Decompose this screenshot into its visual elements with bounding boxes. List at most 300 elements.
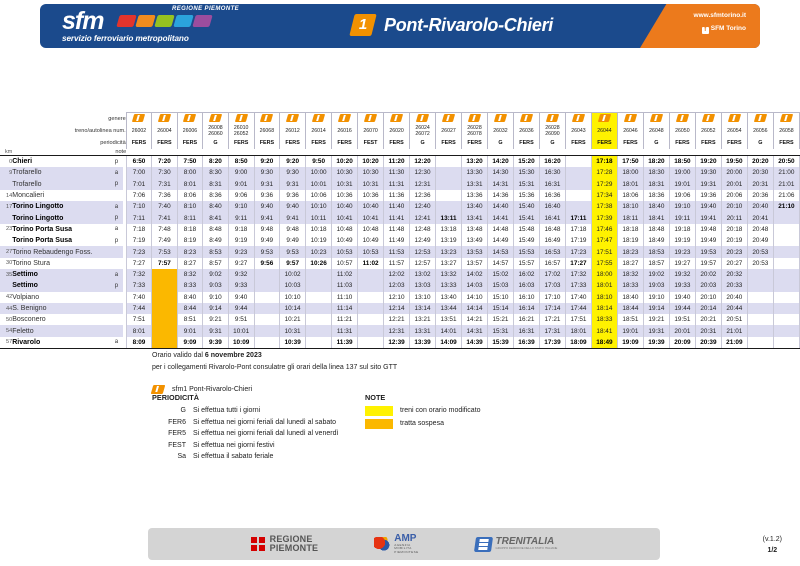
departure-time-cell: 18:41 (591, 325, 617, 336)
station-km: 44 (0, 303, 12, 314)
arrival-departure-marker: a (114, 226, 119, 233)
departure-time-cell: 16:40 (539, 201, 565, 212)
train-number: 26052 (233, 131, 249, 137)
departure-time-cell: 17:51 (565, 314, 591, 325)
departure-time-cell: 19:57 (695, 258, 721, 269)
label-note: note (110, 149, 126, 156)
train-number: 26028 (467, 125, 482, 131)
table-row (0, 258, 800, 269)
departure-time-cell: 17:27 (565, 258, 591, 269)
departure-time-cell (773, 280, 799, 291)
station-name: Torino Rebaudengo Foss. (12, 246, 110, 257)
train-number: 26060 (208, 131, 223, 137)
departure-time-cell: 10:10 (280, 292, 306, 303)
departure-time-cell: 19:51 (669, 314, 695, 325)
departure-time-cell: 13:11 (436, 212, 462, 223)
departure-time-cell: 17:14 (539, 303, 565, 314)
train-number: 26014 (311, 128, 326, 134)
departure-time-cell: 8:30 (203, 167, 228, 178)
sfm-line-icon (280, 113, 306, 126)
departure-time-cell (773, 224, 799, 235)
periodicita-legend-row (152, 417, 338, 429)
departure-time-cell: 20:10 (695, 292, 721, 303)
train-number-cell (643, 125, 669, 137)
train-number: 26006 (182, 128, 198, 134)
trenitalia-logo (475, 537, 558, 552)
departure-time-cell: 12:40 (410, 201, 436, 212)
train-number: 26004 (157, 128, 172, 134)
train-number-cell (591, 125, 617, 137)
arrival-departure-marker (110, 314, 123, 325)
departure-time-cell: 10:02 (280, 269, 306, 280)
departure-time-cell: 11:48 (384, 224, 410, 235)
periodicita-cell: G (488, 137, 514, 149)
station-name: Settimo (12, 280, 110, 291)
departure-time-cell (152, 280, 177, 291)
facebook-link[interactable] (702, 24, 746, 34)
sfm-line-icon (539, 113, 565, 126)
train-number-cell (203, 125, 228, 137)
train-number: 26016 (337, 128, 352, 134)
page-number: 1/2 (767, 547, 778, 554)
train-number-cell (462, 125, 488, 137)
departure-time-cell: 20:10 (721, 201, 747, 212)
departure-time-cell: 19:49 (695, 235, 721, 246)
train-number: 26032 (493, 128, 508, 134)
periodicita-description: Si effettua nei giorni feriali dal lunedì al sabato (193, 418, 337, 426)
departure-time-cell (773, 314, 799, 325)
departure-time-cell: 14:31 (488, 179, 514, 190)
departure-time-cell: 15:41 (513, 212, 539, 223)
departure-time-cell: 10:30 (358, 167, 384, 178)
departure-time-cell: 20:40 (721, 292, 747, 303)
departure-time-cell: 12:48 (410, 224, 436, 235)
departure-time-cell: 21:01 (773, 179, 799, 190)
departure-time-cell: 10:40 (358, 201, 384, 212)
departure-time-cell (358, 269, 384, 280)
departure-time-cell: 17:28 (591, 167, 617, 178)
departure-time-cell: 16:14 (513, 303, 539, 314)
departure-time-cell: 20:21 (695, 314, 721, 325)
periodicita-cell: G (203, 137, 228, 149)
amp-sub1: AGENZIA (394, 542, 411, 547)
departure-time-cell (254, 292, 279, 303)
departure-time-cell: 13:36 (462, 190, 488, 201)
departure-time-cell: 20:11 (721, 212, 747, 223)
departure-time-cell (254, 269, 279, 280)
sfm-line-icon (728, 114, 741, 122)
departure-time-cell: 13:44 (436, 303, 462, 314)
departure-time-cell (747, 303, 773, 314)
departure-time-cell: 20:39 (695, 337, 721, 349)
departure-time-cell: 8:33 (177, 280, 202, 291)
sfm-line-icon (546, 114, 559, 122)
departure-time-cell: 19:19 (669, 235, 695, 246)
departure-time-cell: 10:31 (358, 179, 384, 190)
departure-time-cell: 18:49 (643, 235, 669, 246)
periodicita-description: Si effettua nei giorni festivi (193, 441, 275, 449)
departure-time-cell: 12:10 (384, 292, 410, 303)
departure-time-cell: 16:30 (539, 167, 565, 178)
departure-time-cell: 8:20 (203, 156, 228, 168)
sfm-line-icon (617, 113, 643, 126)
departure-time-cell: 7:20 (152, 156, 177, 168)
arrival-departure-marker: p (110, 280, 123, 291)
amp-sub3: PIEMONTESE (394, 549, 419, 554)
departure-time-cell: 7:11 (126, 212, 151, 223)
departure-time-cell: 19:14 (643, 303, 669, 314)
departure-time-cell: 8:40 (203, 201, 228, 212)
departure-time-cell: 20:48 (747, 224, 773, 235)
departure-time-cell: 13:48 (462, 224, 488, 235)
departure-time-cell: 9:57 (280, 258, 306, 269)
departure-time-cell: 9:03 (203, 280, 228, 291)
regione-piemonte-logo (251, 535, 319, 554)
departure-time-cell (565, 201, 591, 212)
periodicita-description: Si effettua il sabato feriale (193, 453, 274, 460)
station-km (0, 179, 12, 190)
departure-time-cell: 11:02 (332, 269, 358, 280)
departure-time-cell: 7:30 (152, 167, 177, 178)
departure-time-cell (565, 167, 591, 178)
train-number-cell (513, 125, 539, 137)
departure-time-cell: 10:53 (332, 246, 358, 257)
departure-time-cell: 7:36 (152, 190, 177, 201)
departure-time-cell: 17:29 (591, 179, 617, 190)
sfm-line-icon (624, 114, 637, 122)
sfm-line-icon (494, 114, 507, 122)
table-row (0, 201, 800, 212)
departure-time-cell: 11:49 (384, 235, 410, 246)
arrival-departure-marker (110, 190, 123, 201)
departure-time-cell (254, 303, 279, 314)
departure-time-cell: 18:40 (643, 201, 669, 212)
line-number-text: 1 (358, 16, 368, 33)
departure-time-cell: 16:57 (539, 258, 565, 269)
departure-time-cell: 10:26 (306, 258, 332, 269)
station-km: 54 (0, 325, 12, 336)
departure-time-cell: 14:03 (462, 280, 488, 291)
departure-time-cell: 10:30 (332, 167, 358, 178)
departure-time-cell: 18:49 (591, 337, 617, 349)
departure-time-cell: 11:36 (384, 190, 410, 201)
departure-time-cell: 16:41 (539, 212, 565, 223)
sfm-color-bar-1 (135, 15, 155, 27)
departure-time-cell: 9:06 (228, 190, 254, 201)
table-row (0, 280, 800, 291)
departure-time-cell: 15:02 (488, 269, 514, 280)
departure-time-cell: 11:31 (332, 325, 358, 336)
departure-time-cell: 20:30 (747, 167, 773, 178)
departure-time-cell: 21:00 (773, 167, 799, 178)
sfm-line-icon (177, 113, 202, 126)
table-row (0, 235, 800, 246)
station-km: 14 (6, 192, 13, 199)
arrival-departure-marker: a (110, 337, 123, 349)
departure-time-cell: 9:53 (280, 246, 306, 257)
departure-time-cell: 16:48 (539, 224, 565, 235)
departure-time-cell: 16:39 (513, 337, 539, 349)
departure-time-cell: 10:41 (332, 212, 358, 223)
departure-time-cell: 16:31 (513, 325, 539, 336)
periodicita-cell: FERS (384, 137, 410, 149)
departure-time-cell: 21:01 (721, 325, 747, 336)
departure-time-cell: 16:20 (539, 156, 565, 168)
departure-time-cell: 7:00 (126, 167, 151, 178)
sfm-line-icon (332, 113, 358, 126)
departure-time-cell: 20:03 (695, 280, 721, 291)
regione-piemonte-text (270, 535, 319, 554)
footer-bar (148, 528, 660, 560)
departure-time-cell: 14:21 (462, 314, 488, 325)
departure-time-cell (436, 179, 462, 190)
station-name: Bosconero (12, 316, 46, 324)
regione-piemonte-mark (251, 537, 265, 551)
departure-time-cell: 18:01 (617, 179, 643, 190)
departure-time-cell: 12:31 (384, 325, 410, 336)
departure-time-cell: 12:57 (410, 258, 436, 269)
departure-time-cell: 17:03 (539, 280, 565, 291)
departure-time-cell: 16:03 (513, 280, 539, 291)
departure-time-cell: 7:50 (177, 156, 202, 168)
station-name: S. Benigno (12, 303, 110, 314)
departure-time-cell: 9:20 (254, 156, 279, 168)
departure-time-cell: 9:49 (254, 235, 279, 246)
departure-time-cell: 13:18 (436, 224, 462, 235)
train-number: 26078 (467, 131, 482, 137)
departure-time-cell: 9:56 (254, 258, 279, 269)
station-km: 30 (6, 260, 13, 267)
departure-time-cell: 15:03 (488, 280, 514, 291)
departure-time-cell: 12:41 (410, 212, 436, 223)
sfm-line-icon (152, 113, 177, 126)
header-row-genere (0, 113, 800, 126)
sfm-line-icon (183, 114, 196, 122)
train-number: 26002 (131, 128, 147, 134)
departure-time-cell: 7:06 (126, 190, 151, 201)
train-number-cell (332, 125, 358, 137)
line-legend-label: sfm1 Pont-Rivarolo-Chieri (172, 386, 253, 393)
departure-time-cell: 10:48 (332, 224, 358, 235)
station-name: Torino Lingotto (12, 212, 110, 223)
periodicita-cell: FERS (306, 137, 332, 149)
periodicita-cell: G (539, 137, 565, 149)
periodicita-legend-row (152, 428, 338, 440)
departure-time-cell: 9:31 (203, 325, 228, 336)
table-row (0, 156, 800, 168)
train-number-cell (177, 125, 202, 137)
departure-time-cell: 19:00 (669, 167, 695, 178)
train-number-cell (617, 125, 643, 137)
table-row (0, 314, 800, 325)
station-km: 50 (6, 316, 13, 323)
sfm-line-icon (312, 114, 325, 122)
departure-time-cell: 13:14 (410, 303, 436, 314)
departure-time-cell: 20:50 (773, 156, 799, 168)
departure-time-cell: 7:19 (126, 235, 151, 246)
sfm-line-icon (591, 113, 617, 126)
departure-time-cell (436, 190, 462, 201)
departure-time-cell: 17:47 (591, 235, 617, 246)
departure-time-cell: 10:11 (306, 212, 332, 223)
departure-time-cell: 11:57 (384, 258, 410, 269)
departure-time-cell: 13:31 (410, 325, 436, 336)
departure-time-cell: 8:23 (177, 246, 202, 257)
departure-time-cell: 20:40 (747, 201, 773, 212)
station-km: 35 (0, 269, 12, 280)
periodicita-cell: G (410, 137, 436, 149)
train-number: 26024 (415, 125, 430, 131)
version-block (763, 534, 782, 556)
departure-time-cell: 9:50 (306, 156, 332, 168)
page-header (40, 4, 760, 48)
departure-time-cell: 7:40 (126, 292, 151, 303)
departure-time-cell (565, 190, 591, 201)
departure-time-cell: 19:48 (695, 224, 721, 235)
departure-time-cell: 18:01 (591, 280, 617, 291)
departure-time-cell: 13:33 (436, 280, 462, 291)
departure-time-cell: 19:11 (669, 212, 695, 223)
table-row (0, 325, 800, 336)
departure-time-cell: 17:33 (565, 280, 591, 291)
validity-notes (152, 350, 397, 395)
departure-time-cell: 14:01 (436, 325, 462, 336)
departure-time-cell: 15:53 (513, 246, 539, 257)
departure-time-cell: 18:27 (617, 258, 643, 269)
label-periodicita: periodicità (100, 140, 126, 146)
station-km: 0 (9, 158, 13, 165)
timetable-container (0, 112, 800, 349)
departure-time-cell: 19:30 (695, 167, 721, 178)
departure-time-cell (436, 201, 462, 212)
departure-time-cell: 8:48 (203, 224, 228, 235)
departure-time-cell: 12:30 (410, 167, 436, 178)
sfm-color-bar-3 (173, 15, 193, 27)
departure-time-cell: 20:49 (747, 235, 773, 246)
departure-time-cell: 19:50 (721, 156, 747, 168)
departure-time-cell: 13:51 (436, 314, 462, 325)
train-number: 26043 (571, 128, 586, 134)
departure-time-cell: 17:39 (539, 337, 565, 349)
periodicita-code: Sa (177, 453, 186, 460)
departure-time-cell: 14:10 (462, 292, 488, 303)
departure-time-cell (773, 303, 799, 314)
arrival-departure-marker: a (110, 201, 123, 212)
departure-time-cell: 7:44 (126, 303, 151, 314)
table-row (0, 269, 800, 280)
departure-time-cell: 17:38 (591, 201, 617, 212)
departure-time-cell: 19:40 (669, 292, 695, 303)
website-link[interactable]: www.sfmtorino.it (693, 12, 746, 19)
departure-time-cell: 18:30 (643, 167, 669, 178)
amp-logo (374, 534, 418, 555)
departure-time-cell: 19:33 (669, 280, 695, 291)
arrival-departure-marker: p (114, 237, 119, 244)
departure-time-cell: 19:27 (669, 258, 695, 269)
departure-time-cell: 9:00 (228, 167, 254, 178)
departure-time-cell (773, 269, 799, 280)
sfm-line-icon (260, 114, 273, 122)
departure-time-cell: 9:49 (280, 235, 306, 246)
sfm-color-bars (118, 15, 211, 27)
departure-time-cell: 13:53 (462, 246, 488, 257)
departure-time-cell (773, 337, 799, 349)
periodicita-cell: FERS (462, 137, 488, 149)
departure-time-cell: 10:36 (358, 190, 384, 201)
departure-time-cell: 16:02 (513, 269, 539, 280)
departure-time-cell: 21:06 (773, 190, 799, 201)
departure-time-cell (254, 280, 279, 291)
departure-time-cell (358, 303, 384, 314)
sfm-line-icon (126, 113, 151, 126)
departure-time-cell: 19:03 (643, 280, 669, 291)
departure-time-cell: 13:31 (462, 179, 488, 190)
departure-time-cell: 14:09 (436, 337, 462, 349)
train-number: 26056 (753, 128, 768, 134)
departure-time-cell: 10:49 (358, 235, 384, 246)
departure-time-cell: 7:31 (152, 179, 177, 190)
departure-time-cell: 8:49 (203, 235, 228, 246)
station-km: 42 (6, 294, 13, 301)
departure-time-cell (773, 292, 799, 303)
amp-sub2: MOBILITA (394, 546, 412, 551)
station-km (0, 212, 12, 223)
train-number: 26070 (363, 128, 378, 134)
train-number-cell (721, 125, 747, 137)
departure-time-cell: 10:23 (306, 246, 332, 257)
departure-time-cell: 12:02 (384, 269, 410, 280)
departure-time-cell: 18:33 (591, 314, 617, 325)
station-name: Rivarolo (12, 337, 110, 349)
note-description: tratta sospesa (400, 420, 444, 427)
departure-time-cell: 12:20 (410, 156, 436, 168)
sfm-color-bar-0 (116, 15, 136, 27)
departure-time-cell: 16:36 (539, 190, 565, 201)
departure-time-cell (565, 156, 591, 168)
departure-time-cell: 13:02 (410, 269, 436, 280)
table-row (0, 292, 800, 303)
departure-time-cell (747, 314, 773, 325)
departure-time-cell: 9:36 (280, 190, 306, 201)
departure-time-cell: 17:21 (539, 314, 565, 325)
table-row (0, 167, 800, 178)
train-number: 26027 (441, 128, 456, 134)
train-number-cell (436, 125, 462, 137)
train-number-cell (152, 125, 177, 137)
departure-time-cell (773, 212, 799, 223)
train-number-cell (228, 125, 254, 137)
facebook-icon: f (702, 27, 709, 34)
sfm-line-icon (598, 114, 611, 122)
periodicita-cell: FERS (436, 137, 462, 149)
line-number-badge (349, 14, 376, 36)
station-km: 27 (0, 246, 12, 257)
departure-time-cell: 7:23 (126, 246, 151, 257)
label-train-number: treno/autolinea num. (74, 128, 126, 134)
departure-time-cell: 14:41 (488, 212, 514, 223)
departure-time-cell: 20:32 (721, 269, 747, 280)
departure-time-cell: 20:20 (747, 156, 773, 168)
station-km (0, 235, 12, 246)
arrival-departure-marker (110, 303, 123, 314)
sfm-line-icon (234, 114, 247, 122)
departure-time-cell: 18:06 (617, 190, 643, 201)
departure-time-cell (152, 337, 177, 349)
departure-time-cell (254, 337, 279, 349)
sfm-tagline: servizio ferroviario metropolitano (62, 34, 189, 43)
station-name: Moncalieri (12, 192, 45, 200)
train-number: 26072 (415, 131, 430, 137)
